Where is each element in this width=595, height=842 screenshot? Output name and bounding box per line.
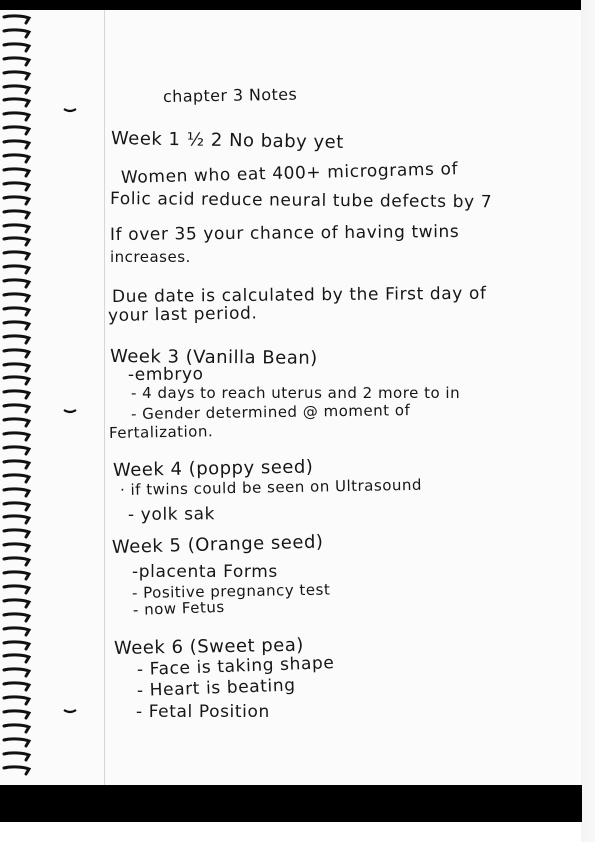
spiral-coil xyxy=(2,695,34,705)
spiral-coil xyxy=(2,334,34,344)
spiral-coil xyxy=(2,125,34,135)
spiral-coil xyxy=(2,640,34,650)
spiral-coil xyxy=(2,42,34,52)
spiral-coil xyxy=(2,681,34,691)
spiral-coil xyxy=(2,153,34,163)
page-title: chapter 3 Notes xyxy=(162,84,298,106)
spiral-coil xyxy=(2,459,34,469)
spiral-coil xyxy=(2,584,34,594)
note-line: Week 6 (Sweet pea) xyxy=(113,634,305,659)
note-line: your last period. xyxy=(107,303,258,326)
spiral-coil xyxy=(2,14,34,24)
spiral-coil xyxy=(2,375,34,385)
note-line: - 4 days to reach uterus and 2 more to in xyxy=(131,384,461,402)
spiral-coil xyxy=(2,362,34,372)
spiral-coil xyxy=(2,403,34,413)
spiral-coil xyxy=(2,709,34,719)
spiral-coil xyxy=(2,542,34,552)
spiral-coil xyxy=(2,167,34,177)
spiral-coil xyxy=(2,28,34,38)
note-line: Folic acid reduce neural tube defects by 7 xyxy=(109,189,493,213)
spiral-coil xyxy=(2,236,34,246)
margin-tick xyxy=(63,98,77,104)
note-line: Due date is calculated by the First day of xyxy=(111,283,487,307)
scan-edge-bottom xyxy=(0,785,582,822)
spiral-coil xyxy=(2,195,34,205)
spiral-coil xyxy=(2,250,34,260)
spiral-coil xyxy=(2,56,34,66)
note-line: - Heart is beating xyxy=(136,675,296,701)
spiral-coil xyxy=(2,111,34,121)
spiral-coil xyxy=(2,473,34,483)
note-line: Week 4 (poppy seed) xyxy=(112,456,314,481)
scan-edge-right xyxy=(581,0,595,842)
spiral-coil xyxy=(2,320,34,330)
note-line: - Fetal Position xyxy=(136,702,270,722)
spiral-coil xyxy=(2,181,34,191)
spiral-coil xyxy=(2,723,34,733)
spiral-coil xyxy=(2,626,34,636)
scan-edge-top xyxy=(0,0,595,10)
margin-line xyxy=(104,10,105,785)
spiral-binding xyxy=(0,10,40,780)
spiral-coil xyxy=(2,667,34,677)
note-line: -embryo xyxy=(127,364,204,385)
spiral-coil xyxy=(2,751,34,761)
note-line: Week 5 (Orange seed) xyxy=(111,531,324,558)
spiral-coil xyxy=(2,70,34,80)
note-line: - Gender determined @ moment of xyxy=(130,401,411,423)
spiral-coil xyxy=(2,348,34,358)
note-line: Women who eat 400+ micrograms of xyxy=(120,159,459,188)
note-line: If over 35 your chance of having twins xyxy=(109,221,460,245)
note-line: · if twins could be seen on Ultrasound xyxy=(119,475,423,499)
spiral-coil xyxy=(2,139,34,149)
spiral-coil xyxy=(2,389,34,399)
spiral-coil xyxy=(2,487,34,497)
note-line: - now Fetus xyxy=(132,597,225,619)
spiral-coil xyxy=(2,598,34,608)
spiral-coil xyxy=(2,292,34,302)
spiral-coil xyxy=(2,612,34,622)
spiral-coil xyxy=(2,223,34,233)
spiral-coil xyxy=(2,765,34,775)
spiral-coil xyxy=(2,556,34,566)
note-line: Fertalization. xyxy=(108,422,214,442)
note-line: Week 1 ½ 2 No baby yet xyxy=(110,128,344,154)
spiral-coil xyxy=(2,97,34,107)
margin-tick xyxy=(63,399,77,405)
note-line: increases. xyxy=(110,248,191,266)
margin-tick xyxy=(63,699,77,705)
spiral-coil xyxy=(2,417,34,427)
spiral-coil xyxy=(2,570,34,580)
spiral-coil xyxy=(2,528,34,538)
note-line: Week 3 (Vanilla Bean) xyxy=(109,346,318,369)
spiral-coil xyxy=(2,278,34,288)
note-line: - yolk sak xyxy=(127,504,216,525)
spiral-coil xyxy=(2,501,34,511)
note-line: -placenta Forms xyxy=(132,562,278,582)
note-line: - Face is taking shape xyxy=(136,653,335,680)
spiral-coil xyxy=(2,737,34,747)
spiral-coil xyxy=(2,514,34,524)
spiral-coil xyxy=(2,264,34,274)
spiral-coil xyxy=(2,84,34,94)
spiral-coil xyxy=(2,445,34,455)
spiral-coil xyxy=(2,306,34,316)
spiral-coil xyxy=(2,431,34,441)
note-line: - Positive pregnancy test xyxy=(131,580,331,602)
spiral-coil xyxy=(2,209,34,219)
spiral-coil xyxy=(2,653,34,663)
